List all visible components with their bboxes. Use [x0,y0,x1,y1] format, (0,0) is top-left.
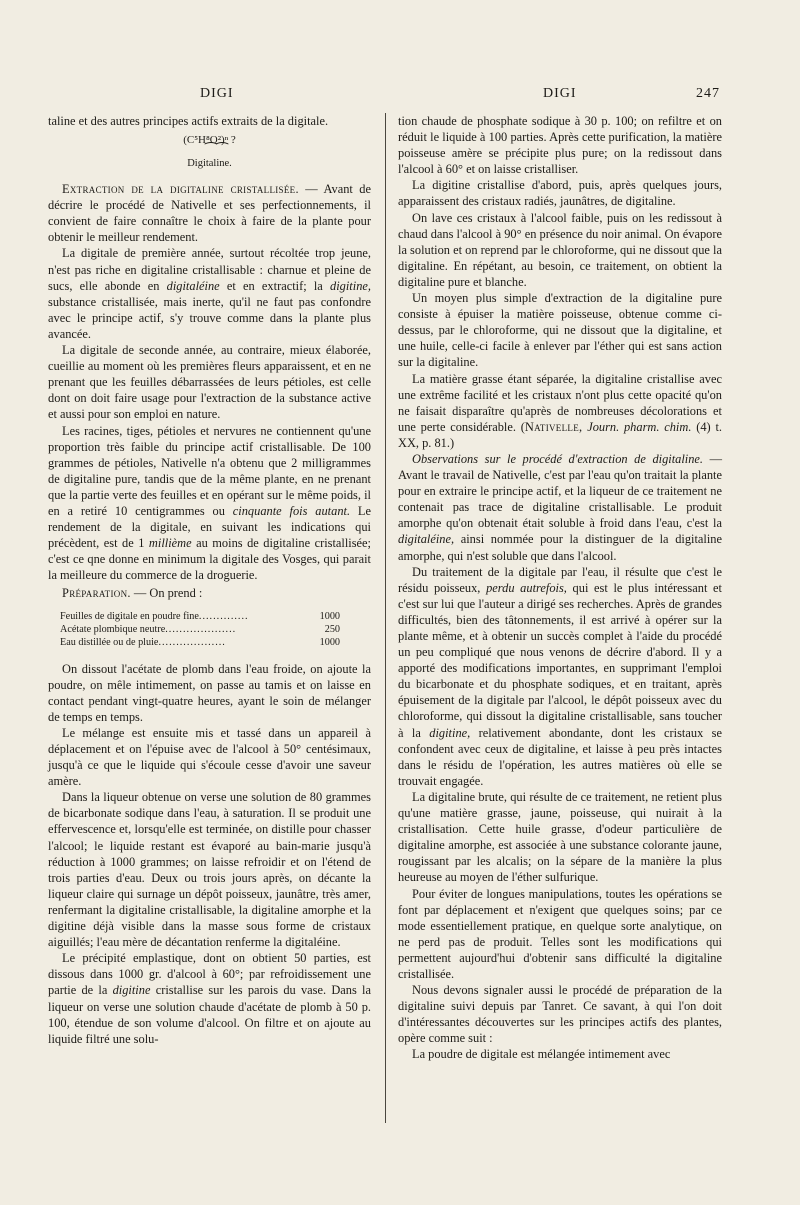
column-divider [385,113,386,1123]
paragraph-displacement: Le mélange est ensuite mis et tassé dans un appareil à déplacement et on l'épuise avec de l'alcool à 50° centésimaux, jusqu'à ce que le liquide qui s'écoule cesse d'avoir une saveur amère. [48,725,371,789]
section-title-preparation: Préparation. [62,586,131,601]
formula-caption: Digitaline. [187,158,232,170]
paragraph-crude-digitaline: La digitaline brute, qui résulte de ce traitement, ne retient plus qu'une matière grasse, jaune, poisseuse, qui nuirait à la cristallisation. Cette huile grasse, d'odeur particulière de digitaline amorphe, est associée à une substance colorante jaune, rougissant par les alcalis; on la sépare de la manière la plus heureuse au moyen de l'éther sulfurique. [398,789,722,885]
paragraph-precipitate: Le précipité emplastique, dont on obtient 50 parties, est dissous dans 1000 gr. d'alcool à 60°; par refroidissement une partie de la digitine cristallise sur les parois du vase. Dans la liqueur on verse une solution chaude d'acétate de plomb à 50 p. 100, étendue de son volume d'alcool. On filtre et on ajoute au liquide filtré une solu- [48,951,371,1046]
recipe-quantity: 250 [324,623,340,635]
recipe-row [60,610,340,623]
recipe-table [60,610,340,649]
header-left-word: DIGI [200,86,234,101]
recipe-item: Eau distillée ou de pluie................... [60,636,226,648]
paragraph-water-treatment: Du traitement de la digitale par l'eau, il résulte que c'est le résidu poisseux, perdu autrefois, qui est le plus intéressant et c'est sur lui que l'auteur a dirigé ses recherches. Après de grandes difficultés, bien des tâtonnements, il est arrivé à opérer sur la plante même, et à obtenir un succès complet à l'aide du procédé un peu compliqué que nous venons de décrire d'abord. Il y a apporté des modifications importantes, en supprimant l'emploi du bicarbonate et du phosphate sodiques, et en traitant, après épuisement de la digitale par l'alcool, le dépôt poisseux avec du chloroforme, qui dissout la digitaline cristallisable, sans toucher à la digitine, relativement abondante, dont les cristaux se confondent avec ceux de digitaline, et laisse à peu près intactes dans le résidu de l'opération, les autres matières où elle se trouvait engagée. [398,564,722,788]
paragraph-fat-separated: La matière grasse étant séparée, la digitaline cristallise avec une extrême facilité et les cristaux n'ont plus cette opacité qu'on ne faisait disparaître qu'après de nombreuses décolorations et une perte considérable. (Nativelle, Journ. pharm. chim. (4) t. XX, p. 81.) [398,371,722,450]
section-preparation: Préparation. — On prend : [62,586,203,601]
section-observations: Observations sur le procédé d'extraction de digitaline. — Avant le travail de Nativelle, c'est par l'eau qu'on traitait la plante pour en extraire le principe actif, et la liqueur de ce traitement ne contenait pas trace de digitaline cristallisable. Le produit amorphe qu'on obtenait était soluble à froid dans l'eau, c'est la digitaléine, ainsi nommée pour la distinguer de la digitaline amorphe, qui n'est soluble que dans l'alcool. [398,451,722,563]
paragraph-bicarbonate: Dans la liqueur obtenue on verse une solution de 80 grammes de bicarbonate sodique dans l'eau, à saturation. Il se produit une effervescence et, lorsqu'elle est terminée, on distille pour chasser l'alcool; le liquide restant est évaporé au bain-marie jusqu'à réduction à 1000 grammes; on laisse refroidir et on l'étend de trois parties d'eau. Deux ou trois jours après, on décante la liqueur claire qui surnage un dépôt poisseux, jaunâtre, très amer, renfermant la digitaline cristallisable, la digitaline amorphe et la digitine déjà visible dans la masse sous forme de cristaux aiguillés; l'eau mère de décantation renferme la digitaléine. [48,790,371,950]
paragraph-powder: La poudre de digitale est mélangée intimement avec [412,1047,671,1062]
paragraph-simple-method: Un moyen plus simple d'extraction de la digitaline pure consiste à épuiser la matière poisseuse, obtenue comme ci-dessus, par le chloroforme, qui ne dissout que la digitaline, et une huile, celle-ci facile à enlever par l'éther qui est sans action sur la digitaline. [398,291,722,370]
paragraph-phosphate: tion chaude de phosphate sodique à 30 p. 100; on refiltre et on réduit le liquide à 100 parties. Après cette purification, la matière poisseuse amère se précipite plus pure; on la redissout dans l'alcool à 60° et on laisse cristalliser. [398,114,722,177]
running-head [0,86,800,106]
recipe-row [60,636,340,649]
recipe-item: Feuilles de digitale en poudre fine.............. [60,610,249,622]
paragraph-wash: On lave ces cristaux à l'alcool faible, puis on les redissout à chaud dans l'alcool à 90° en présence du noir animal. On évapore la solution et on reprend par le chloroforme, qui ne dissout que la digitaline. En répétant, au besoin, ce traitement, on obtient la digitaline pure et blanche. [398,210,722,289]
chemical-formula: (C⁵H⁸O²)ⁿ ? [183,134,236,147]
paragraph-dissolve: On dissout l'acétate de plomb dans l'eau froide, on ajoute la poudre, on mêle intimement, on passe au tamis et on laisse en contact pendant vingt-quatre heures, ayant le soin de mélanger de temps en temps. [48,661,371,724]
section-title-observations: Observations sur le procédé d'extraction de digitaline. [412,451,704,466]
page-number: 247 [696,86,720,101]
recipe-item: Acétate plombique neutre.................... [60,623,237,635]
paragraph-tanret: Nous devons signaler aussi le procédé de préparation de la digitaline suivi depuis par Tanret. Ce savant, à qui l'on doit d'intéressantes découvertes sur les principes actifs des plantes, opère comme suit : [398,983,722,1046]
left-column [48,113,371,1047]
paragraph-manipulations: Pour éviter de longues manipulations, toutes les opérations se font par déplacement et n'exigent que quelques soins; par ce mode essentiellement pratique, en quelque sorte analytique, on ne perd pas de produit. Telles sont les modifications qui permettent aujourd'hui d'obtenir sans difficulté la digitaline cristallisée. [398,886,722,981]
section-extraction: Extraction de la digitaline cristallisée. — Avant de décrire le procédé de Nativelle et ses perfectionnements, il convient de faire connaître le choix à faire de la plante pour obtenir le meilleur rendement. [48,182,371,245]
section-title-extraction: Extraction de la digitaline cristallisée. [62,182,299,197]
paragraph-intro: taline et des autres principes actifs extraits de la digitale. [48,114,329,128]
recipe-quantity: 1000 [319,636,340,648]
paragraph-first-year: La digitale de première année, surtout récoltée trop jeune, n'est pas riche en digitaline cristallisable : charnue et pleine de sucs, elle abonde en digitaléine et en extractif; la digitine, substance cristallisée, mais inerte, qu'il ne faut pas confondre avec le principe actif, s'y trouve comme dans la plante plus avancée. [48,246,371,341]
recipe-quantity: 1000 [319,610,340,622]
paragraph-second-year: La digitale de seconde année, au contraire, mieux élaborée, cueillie au moment où les premières fleurs apparaissent, et en ne prenant que les feuilles débarrassées de leurs pétioles, est celle dont on doit faire usage pour l'extraction de la substance active et aussi pour son emploi en nature. [48,343,371,422]
right-column [398,113,722,1063]
recipe-row [60,623,340,636]
header-middle-word: DIGI [543,86,577,101]
paragraph-roots: Les racines, tiges, pétioles et nervures ne contiennent qu'une proportion très faible du principe actif cristallisable. De 100 grammes de pétioles, Nativelle n'a obtenu que 2 milligrammes de digitaline pure, tandis que de la même plante, en ne prenant que la partie verte des feuilles et en opérant sur le même poids, il en a retiré 10 centigrammes ou cinquante fois autant. Le rendement de la digitale, en suivant les indications qui précèdent, est de 1 millième au moins de digitaline cristallisée; c'est ce qne donne en minimum la digitale des Vosges, qui parait la meilleure du commerce de la droguerie. [48,423,371,583]
formula-brace: ⁀⁀ [205,144,228,160]
paragraph-digitine-crystals: La digitine cristallise d'abord, puis, après quelques jours, apparaissent des cristaux radiés, jaunâtres, de digitaline. [398,178,722,209]
